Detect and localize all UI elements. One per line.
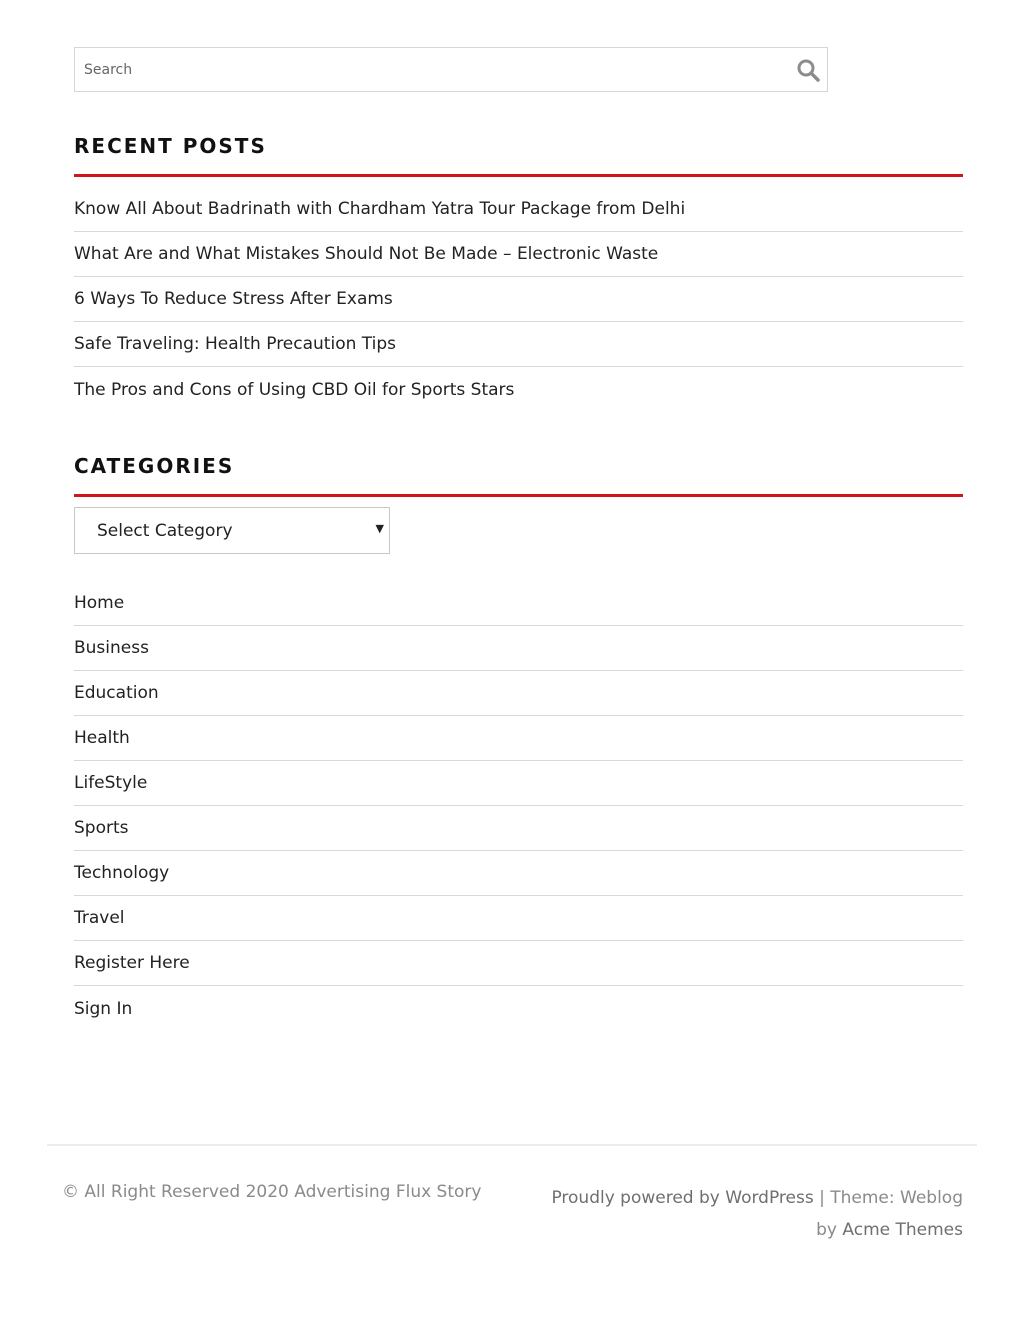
recent-post-link[interactable]: Safe Traveling: Health Precaution Tips (74, 334, 397, 354)
menu-item-sign-in[interactable]: Sign In (74, 998, 133, 1019)
list-item (74, 277, 963, 322)
acme-themes-link[interactable]: Acme Themes (842, 1220, 963, 1240)
categories-title: CATEGORIES (74, 454, 235, 478)
category-select-value: Select Category (97, 521, 233, 541)
list-item (74, 671, 963, 716)
recent-posts-title: RECENT POSTS (74, 134, 267, 158)
list-item (74, 581, 963, 626)
wordpress-link[interactable]: Proudly powered by WordPress (551, 1188, 814, 1208)
menu-item-travel[interactable]: Travel (74, 908, 125, 928)
search-icon[interactable] (795, 57, 821, 83)
search-input[interactable] (75, 48, 775, 91)
menu-item-technology[interactable]: Technology (74, 863, 170, 883)
footer-copyright: © All Right Reserved 2020 Advertising Flux Story (62, 1182, 482, 1202)
list-item (74, 716, 963, 761)
menu-item-home[interactable]: Home (74, 593, 125, 613)
search-form (74, 47, 828, 92)
menu-item-business[interactable]: Business (74, 638, 149, 658)
list-item (74, 322, 963, 367)
list-item (74, 851, 963, 896)
nav-menu-list (74, 581, 963, 1031)
recent-post-link[interactable]: The Pros and Cons of Using CBD Oil for Sports Stars (74, 379, 515, 400)
caret-down-icon: ▼ (375, 522, 384, 535)
list-item (74, 187, 963, 232)
theme-text: Theme: Weblog by (816, 1188, 963, 1240)
footer-credits (543, 1182, 963, 1246)
menu-item-education[interactable]: Education (74, 683, 159, 703)
recent-post-link[interactable]: 6 Ways To Reduce Stress After Exams (74, 289, 393, 309)
list-item (74, 761, 963, 806)
list-item (74, 896, 963, 941)
footer-separator: | (813, 1188, 831, 1208)
list-item (74, 986, 963, 1031)
category-select[interactable] (74, 507, 390, 554)
recent-posts-title-rule (74, 174, 963, 177)
list-item (74, 806, 963, 851)
recent-post-link[interactable]: Know All About Badrinath with Chardham Yatra Tour Package from Delhi (74, 199, 686, 219)
list-item (74, 367, 963, 412)
list-item (74, 232, 963, 277)
categories-title-rule (74, 494, 963, 497)
menu-item-health[interactable]: Health (74, 728, 130, 748)
menu-item-lifestyle[interactable]: LifeStyle (74, 773, 148, 793)
recent-post-link[interactable]: What Are and What Mistakes Should Not Be Made – Electronic Waste (74, 244, 659, 264)
recent-posts-list (74, 187, 963, 412)
list-item (74, 941, 963, 986)
menu-item-sports[interactable]: Sports (74, 818, 129, 838)
footer-divider (47, 1144, 977, 1146)
menu-item-register-here[interactable]: Register Here (74, 953, 190, 973)
list-item (74, 626, 963, 671)
